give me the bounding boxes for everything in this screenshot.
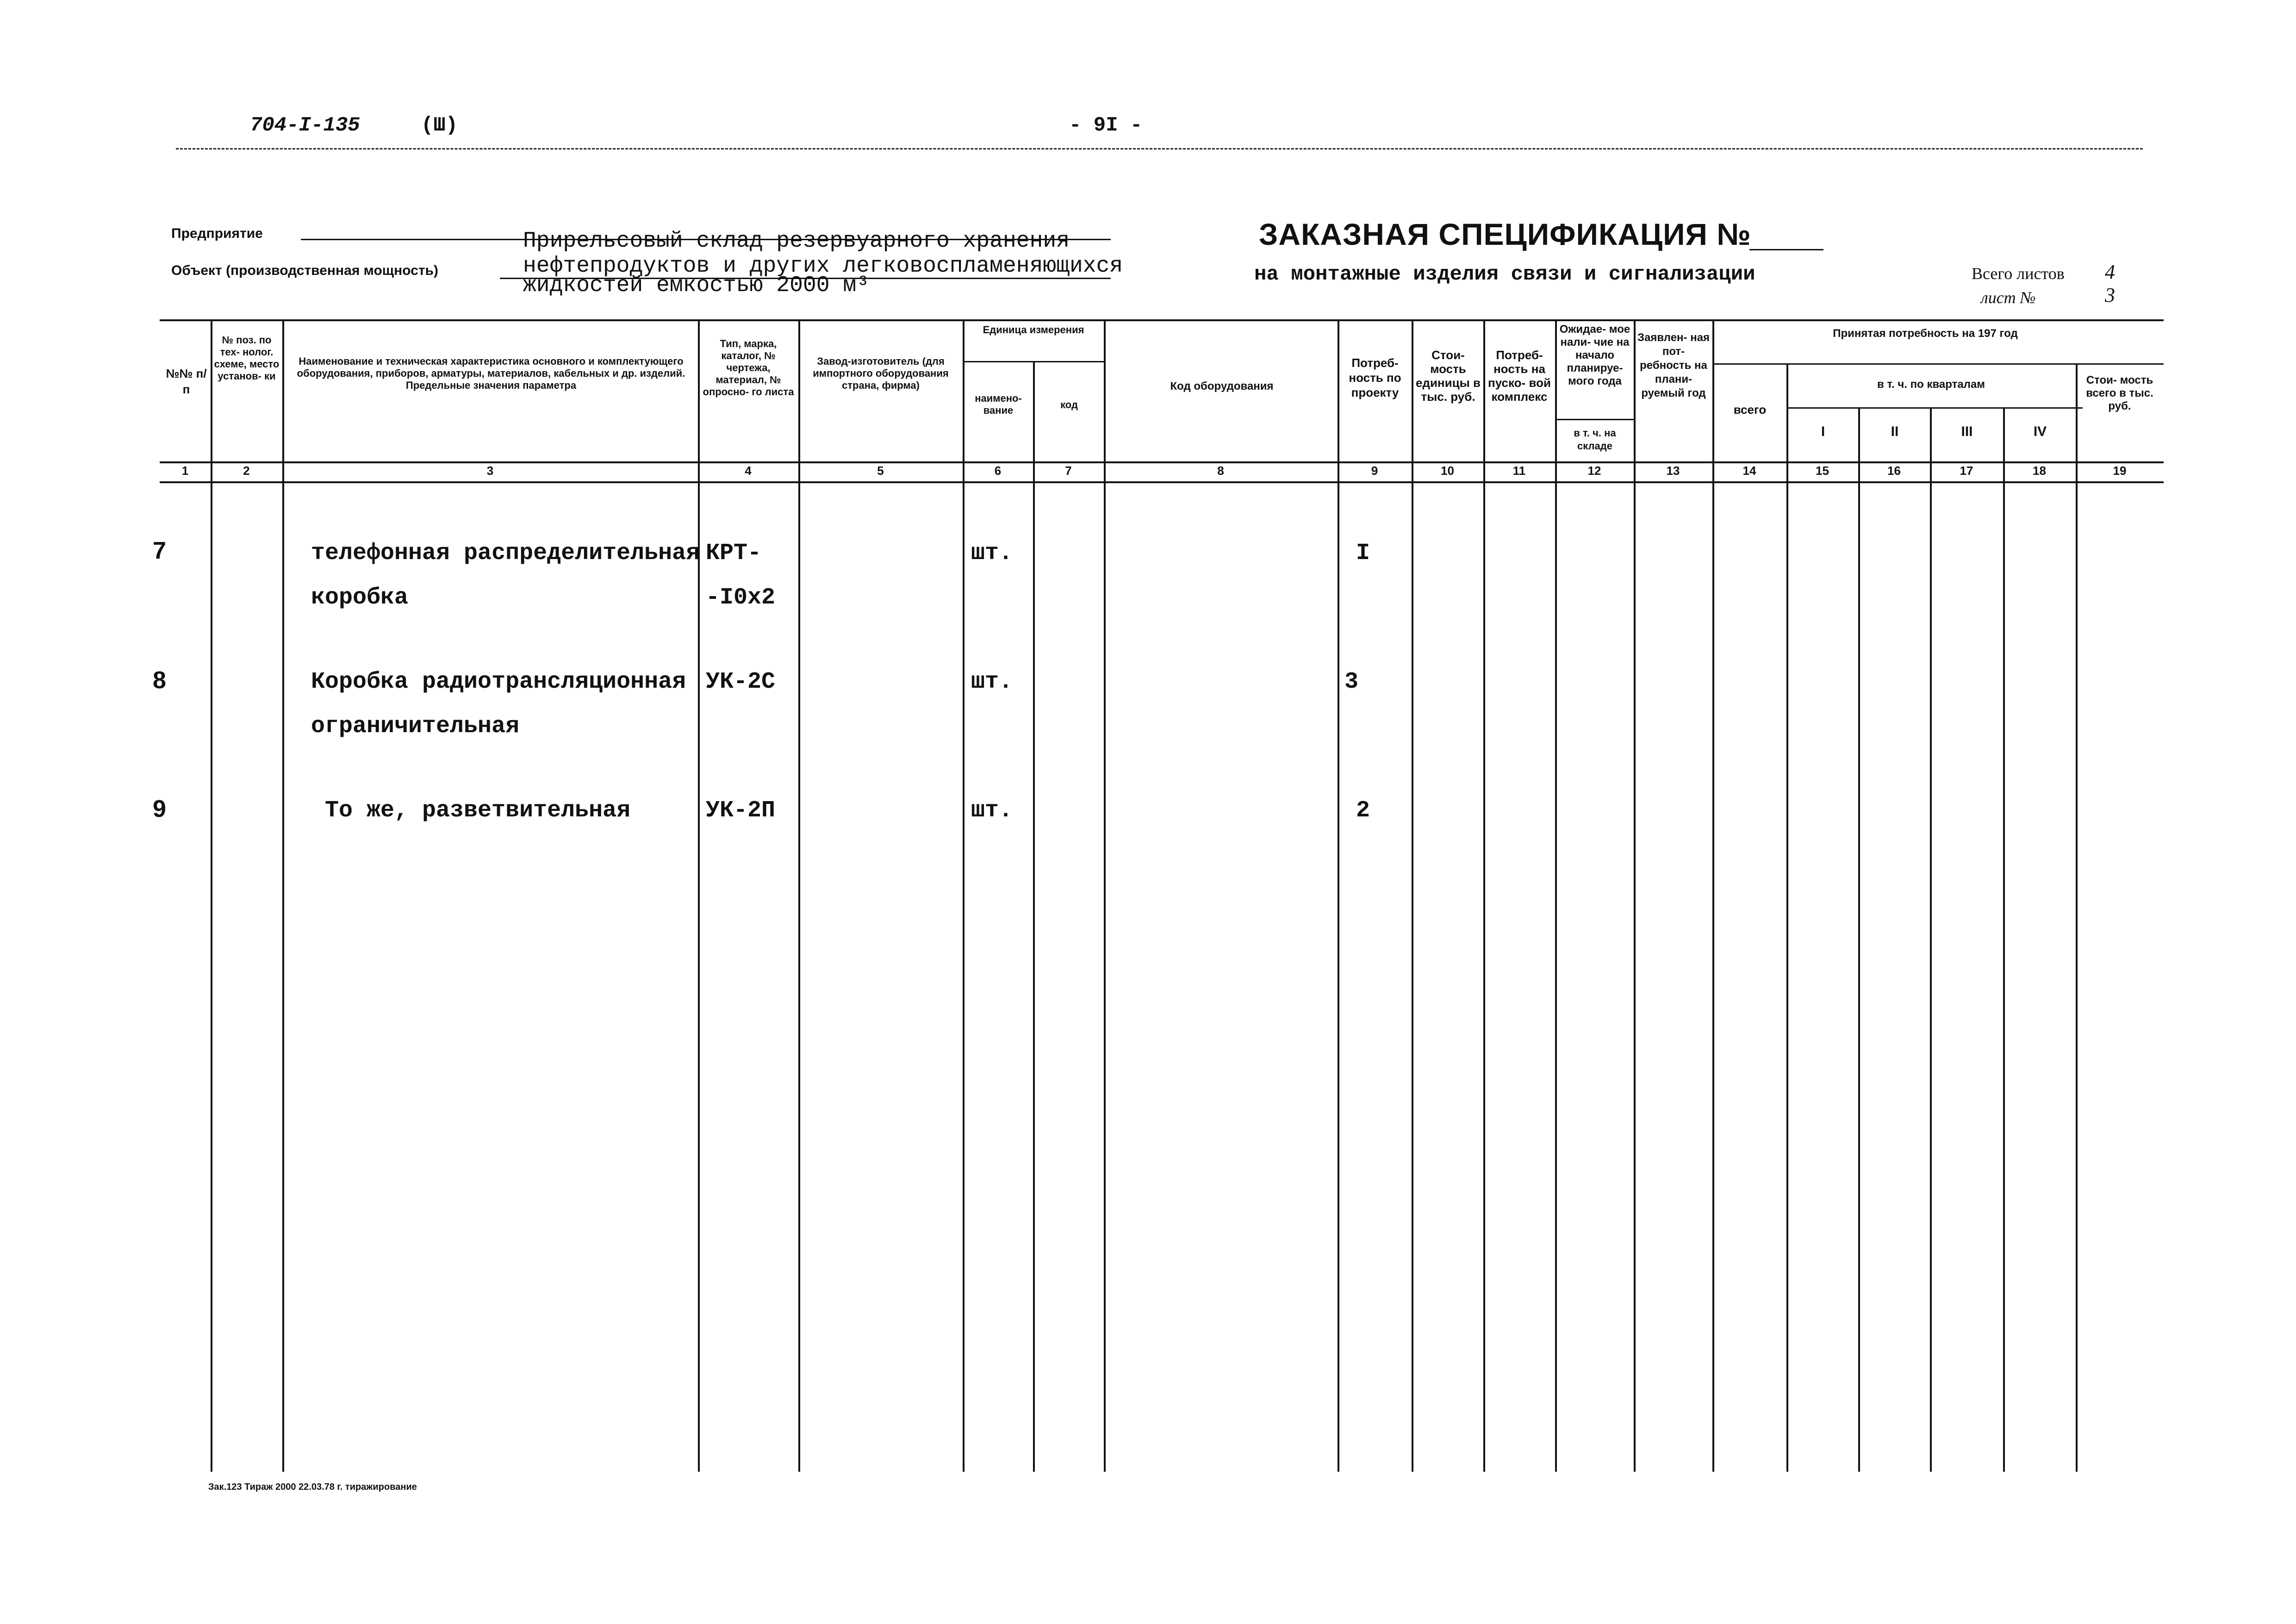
total-sheets-value: 4 (2105, 261, 2115, 283)
item-name: Коробка радиотрансляционная ограничительная (311, 669, 686, 740)
col-divider-14 (1786, 363, 1788, 1472)
row-number: 8 (153, 667, 166, 694)
stock-subheader-rule (1555, 419, 1634, 420)
col-number: 19 (2113, 464, 2127, 478)
item-unit: шт. (971, 540, 1013, 566)
header-type-brand: Тип, марка, каталог, № чертежа, материал, № опросно- го листа (703, 338, 794, 398)
header-declared-need: Заявлен- ная пот- ребность на плани- руемый год (1637, 331, 1710, 399)
total-sheets-label: Всего листов (1972, 264, 2065, 283)
col-divider-18 (2076, 363, 2078, 1472)
quarters-subheader-rule (1786, 407, 2083, 409)
col-number: 6 (994, 464, 1002, 478)
accepted-subheader-rule (1712, 363, 2164, 365)
object-line-3: жидкостей емкостью 2000 м³ (523, 273, 870, 298)
header-expected-stock: Ожидае- мое нали- чие на начало планируе- мого года (1559, 323, 1630, 387)
col-number: 7 (1065, 464, 1072, 478)
header-position: № поз. по тех- нолог. схеме, место установ- ки (214, 334, 280, 382)
col-divider-12 (1634, 319, 1636, 1472)
col-divider-10 (1483, 319, 1485, 1472)
row-number: 7 (153, 537, 166, 564)
item-quantity: I (1356, 540, 1370, 566)
document-code: 704-I-135 (250, 114, 360, 137)
col-divider-16 (1930, 407, 1932, 1472)
col-number: 9 (1371, 464, 1378, 478)
item-name: То же, разветвительная (311, 797, 631, 824)
col-number: 5 (877, 464, 884, 478)
col-divider-2 (282, 319, 284, 1472)
item-name: телефонная распределительная коробка (311, 540, 700, 611)
header-name-characteristics: Наименование и техническая характеристика основного и комплектующего оборудования, приборов, арматуры, материалов, кабельных и др. изделий. Предельные значения параметра (297, 355, 685, 391)
table-colnum-bottom-rule (160, 481, 2164, 483)
col-divider-15 (1858, 407, 1860, 1472)
col-number: 11 (1512, 464, 1526, 478)
sheet-number-value: 3 (2105, 284, 2115, 306)
header-accepted-need: Принятая потребность на 197 год (1833, 327, 2018, 340)
col-number: 4 (745, 464, 752, 478)
col-number: 10 (1441, 464, 1454, 478)
header-total-cost: Стои- мость всего в тыс. руб. (2086, 374, 2153, 412)
col-divider-4 (798, 319, 800, 1472)
header-unit-cost: Стои- мость единицы в тыс. руб. (1415, 348, 1481, 404)
header-equipment-code: Код оборудования (1170, 380, 1274, 392)
title-number-underline (1749, 249, 1823, 250)
header-total: всего (1733, 403, 1767, 417)
item-quantity: 2 (1356, 797, 1370, 824)
col-divider-9 (1412, 319, 1413, 1472)
header-unit-name: наимено- вание (975, 392, 1022, 416)
header-quarter-3: III (1961, 424, 1973, 439)
header-stock-in-warehouse: в т. ч. на складе (1574, 427, 1616, 452)
col-number: 8 (1217, 464, 1224, 478)
col-divider-7 (1104, 319, 1106, 1472)
object-line-1: Прирельсовый склад резервуарного хранения (523, 229, 1070, 254)
header-quarters: в т. ч. по кварталам (1877, 378, 1985, 391)
col-number: 15 (1816, 464, 1829, 478)
col-number: 14 (1742, 464, 1756, 478)
col-number: 2 (243, 464, 250, 478)
item-type: УК-2П (706, 797, 776, 824)
item-unit: шт. (971, 669, 1013, 695)
table-colnum-top-rule (160, 461, 2164, 463)
col-divider-17 (2003, 407, 2005, 1472)
col-number: 17 (1960, 464, 1973, 478)
table-top-rule (160, 319, 2164, 321)
col-divider-6 (1033, 361, 1035, 1472)
row-number: 9 (153, 796, 166, 822)
header-quarter-2: II (1891, 424, 1899, 439)
col-divider-13 (1712, 319, 1714, 1472)
header-unit: Единица измерения (983, 324, 1084, 336)
col-number: 13 (1666, 464, 1680, 478)
col-divider-3 (698, 319, 700, 1472)
header-quarter-1: I (1821, 424, 1825, 439)
col-divider-8 (1338, 319, 1339, 1472)
col-divider-11 (1555, 319, 1557, 1472)
header-row-number: №№ п/п (166, 367, 207, 396)
document-title: ЗАКАЗНАЯ СПЕЦИФИКАЦИЯ № (1259, 217, 1751, 251)
col-divider-1 (211, 319, 212, 1472)
item-quantity: 3 (1344, 669, 1359, 695)
volume-label: (Ш) (421, 114, 458, 137)
item-type: КРТ- -I0х2 (706, 540, 776, 611)
col-number: 1 (181, 464, 189, 478)
col-divider-5 (963, 319, 964, 1472)
header-manufacturer: Завод-изготовитель (для импортного оборудования страна, фирма) (813, 355, 949, 391)
col-number: 3 (486, 464, 494, 478)
enterprise-label: Предприятие (171, 226, 263, 241)
header-project-need: Потреб- ность по проекту (1349, 356, 1401, 399)
header-rule (176, 148, 2143, 149)
header-quarter-4: IV (2033, 424, 2047, 439)
item-unit: шт. (971, 797, 1013, 824)
page-number: - 9I - (1069, 114, 1143, 137)
col-number: 18 (2033, 464, 2046, 478)
object-line-2: нефтепродуктов и других легковоспламеняющихся (523, 254, 1123, 279)
sheet-label: лист № (1981, 288, 2036, 307)
document-subtitle: на монтажные изделия связи и сигнализации (1254, 263, 1755, 286)
header-startup-need: Потреб- ность на пуско- вой комплекс (1488, 348, 1551, 404)
col-number: 16 (1887, 464, 1901, 478)
print-info: Зак.123 Тираж 2000 22.03.78 г. тиражирование (208, 1482, 417, 1492)
header-unit-code: код (1060, 399, 1078, 411)
object-label: Объект (производственная мощность) (171, 263, 438, 278)
col-number: 12 (1587, 464, 1601, 478)
item-type: УК-2С (706, 669, 776, 695)
